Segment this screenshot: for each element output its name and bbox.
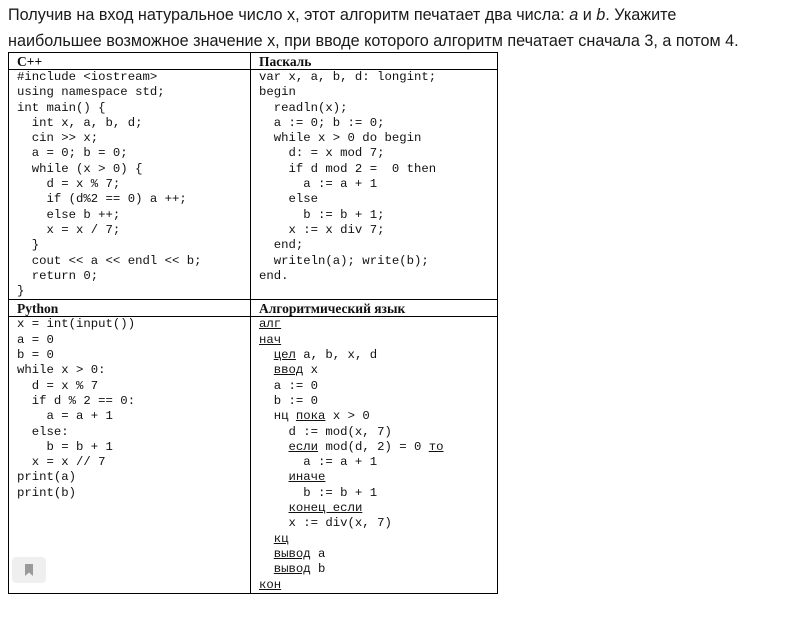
code-line: алг — [259, 317, 282, 332]
pascal-header: Паскаль — [251, 53, 498, 70]
code-line: else: — [17, 424, 69, 439]
code-line: cout << a << endl << b; — [17, 253, 202, 268]
task-statement — [8, 2, 798, 54]
code-line: print(b) — [17, 485, 77, 500]
code-line: a := 0; b := 0; — [259, 115, 385, 130]
pascal-code — [251, 70, 498, 300]
var-a: a — [569, 6, 579, 24]
code-line: нц пока x > 0 — [259, 409, 370, 424]
python-code — [9, 317, 251, 593]
algo-lines — [259, 317, 497, 592]
code-line: b := 0 — [259, 393, 319, 408]
code-line: begin — [259, 85, 296, 100]
var-b: b — [596, 6, 606, 24]
code-line: b = b + 1 — [17, 439, 113, 454]
code-line: using namespace std; — [17, 85, 165, 100]
code-line: #include <iostream> — [17, 70, 158, 84]
code-line: while x > 0: — [17, 363, 106, 378]
code-line: end. — [259, 268, 289, 283]
code-line: a := a + 1 — [259, 177, 378, 192]
code-line: d: = x mod 7; — [259, 146, 385, 161]
code-line: int x, a, b, d; — [17, 115, 143, 130]
code-line: } — [17, 284, 25, 299]
code-line: кц — [273, 531, 289, 546]
code-line: return 0; — [17, 268, 99, 283]
code-line: if d % 2 == 0: — [17, 393, 136, 408]
code-line: var x, a, b, d: longint; — [259, 70, 437, 84]
python-header: Python — [9, 300, 251, 317]
cpp-header: C++ — [9, 53, 251, 70]
code-line: d = x % 7 — [17, 378, 99, 393]
task-text-line2: наибольшее возможное значение x, при вводе которого алгоритм печатает сначала 3, а потом 4. — [8, 32, 739, 50]
code-line: b := b + 1 — [259, 485, 378, 500]
code-line: иначе — [288, 470, 326, 485]
code-line: cin >> x; — [17, 131, 99, 146]
code-line: конец если — [288, 501, 363, 516]
code-line: } — [17, 238, 40, 253]
code-line: int main() { — [17, 100, 106, 115]
cpp-lines — [17, 70, 250, 299]
code-line: while x > 0 do begin — [259, 131, 422, 146]
code-line: x = x // 7 — [17, 455, 106, 470]
code-line: вывод b — [273, 562, 326, 577]
code-line: else — [259, 192, 319, 207]
algo-header: Алгоритмический язык — [251, 300, 498, 317]
code-line: if d mod 2 = 0 then — [259, 161, 437, 176]
task-text-and: и — [578, 6, 597, 24]
code-line: if (d%2 == 0) a ++; — [17, 192, 187, 207]
bookmark-icon — [24, 564, 34, 576]
code-line: d = x % 7; — [17, 177, 121, 192]
code-line: нач — [259, 332, 282, 347]
code-line: x := x div 7; — [259, 222, 385, 237]
task-text-part1: Получив на вход натуральное число x, этот алгоритм печатает два числа: — [8, 6, 570, 24]
code-line: while (x > 0) { — [17, 161, 143, 176]
code-line: вывод a — [273, 546, 326, 561]
code-line: если mod(d, 2) = 0 то — [288, 439, 444, 454]
code-line: b := b + 1; — [259, 207, 385, 222]
code-line: a = 0 — [17, 332, 54, 347]
code-line: x = int(input()) — [17, 317, 136, 332]
pascal-lines — [259, 70, 497, 284]
code-line: x := div(x, 7) — [259, 516, 392, 531]
code-line: end; — [259, 238, 304, 253]
code-line: a = a + 1 — [17, 409, 113, 424]
code-line: x = x / 7; — [17, 222, 121, 237]
code-line: print(a) — [17, 470, 77, 485]
code-line: a := 0 — [259, 378, 319, 393]
code-line: writeln(a); write(b); — [259, 253, 429, 268]
code-table — [8, 52, 498, 594]
python-lines — [17, 317, 250, 501]
code-line: a := a + 1 — [259, 455, 378, 470]
code-line: else b ++; — [17, 207, 121, 222]
code-line: b = 0 — [17, 348, 54, 363]
code-line: ввод x — [273, 363, 319, 378]
bookmark-button[interactable] — [12, 557, 46, 583]
algo-code — [251, 317, 498, 593]
code-line: a = 0; b = 0; — [17, 146, 128, 161]
task-text-part2: . Укажите — [605, 6, 677, 24]
code-line: кон — [259, 577, 282, 592]
code-line: d := mod(x, 7) — [259, 424, 392, 439]
code-line: цел a, b, x, d — [273, 348, 378, 363]
code-line: readln(x); — [259, 100, 348, 115]
cpp-code — [9, 70, 251, 300]
